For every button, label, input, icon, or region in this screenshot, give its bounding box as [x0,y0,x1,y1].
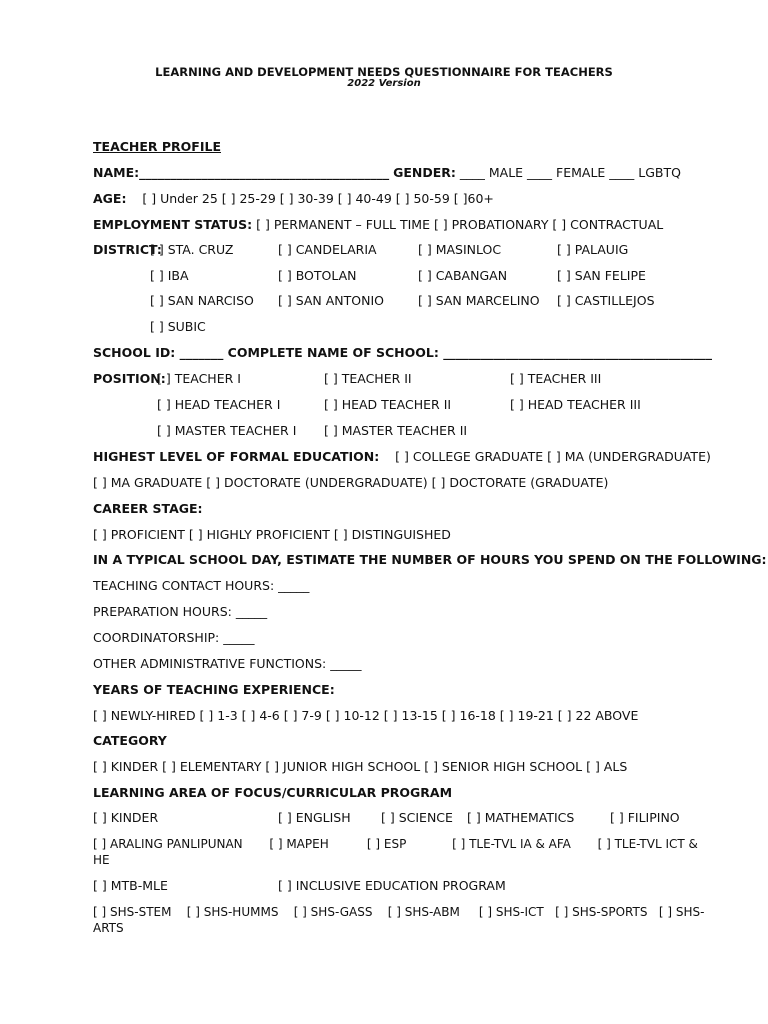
position-option[interactable]: [ ] HEAD TEACHER III [510,397,641,412]
name-blank[interactable]: ________________________________________ [139,165,390,180]
age-label: AGE: [93,191,127,206]
district-option[interactable]: [ ] IBA [150,268,189,283]
learning-area-option[interactable]: [ ] SCIENCE [381,810,453,825]
district-option[interactable]: [ ] SAN MARCELINO [418,293,540,308]
position-option[interactable]: [ ] HEAD TEACHER I [157,397,281,412]
name-gender-row [93,165,681,181]
employment-options[interactable]: [ ] PERMANENT – FULL TIME [ ] PROBATIONARY [ ] CONTRACTUAL [256,217,664,232]
district-option[interactable]: [ ] CABANGAN [418,268,508,283]
position-label: POSITION: [93,371,166,386]
position-option[interactable]: [ ] TEACHER III [510,371,602,386]
education-label: HIGHEST LEVEL OF FORMAL EDUCATION: [93,449,380,464]
district-option[interactable]: [ ] MASINLOC [418,242,502,257]
district-option[interactable]: [ ] SUBIC [150,319,206,334]
learning-area-option[interactable]: [ ] MTB-MLE [93,878,168,893]
experience-label: YEARS OF TEACHING EXPERIENCE: [93,682,335,697]
career-stage-options[interactable]: [ ] PROFICIENT [ ] HIGHLY PROFICIENT [ ] DISTINGUISHED [93,527,451,542]
document-version: 2022 Version [347,78,421,89]
district-option[interactable]: [ ] STA. CRUZ [150,242,234,257]
employment-row [93,217,663,233]
learning-area-label: LEARNING AREA OF FOCUS/CURRICULAR PROGRAM [93,785,453,800]
education-options[interactable]: [ ] COLLEGE GRADUATE [ ] MA (UNDERGRADUATE) [395,449,711,464]
experience-options[interactable]: [ ] NEWLY-HIRED [ ] 1-3 [ ] 4-6 [ ] 7-9 [ ] 10-12 [ ] 13-15 [ ] 16-18 [ ] 19-21 [ ] 22 ABOVE [93,708,639,723]
education-options-line2[interactable]: [ ] MA GRADUATE [ ] DOCTORATE (UNDERGRADUATE) [ ] DOCTORATE (GRADUATE) [93,475,609,490]
education-row [93,449,711,465]
district-option[interactable]: [ ] SAN FELIPE [557,268,646,283]
school-id-row[interactable]: SCHOOL ID: _______ COMPLETE NAME OF SCHOOL: ___________________________________________ [93,345,712,360]
position-option[interactable]: [ ] HEAD TEACHER II [324,397,452,412]
position-option[interactable]: [ ] TEACHER I [157,371,241,386]
hours-item[interactable]: COORDINATORSHIP: _____ [93,630,255,645]
hours-item[interactable]: TEACHING CONTACT HOURS: _____ [93,578,310,593]
age-options[interactable]: [ ] Under 25 [ ] 25-29 [ ] 30-39 [ ] 40-49 [ ] 50-59 [ ]60+ [142,191,494,206]
learning-area-option[interactable]: [ ] ENGLISH [278,810,351,825]
category-options[interactable]: [ ] KINDER [ ] ELEMENTARY [ ] JUNIOR HIGH SCHOOL [ ] SENIOR HIGH SCHOOL [ ] ALS [93,759,628,774]
learning-area-row4[interactable]: [ ] SHS-STEM [ ] SHS-HUMMS [ ] SHS-GASS [ ] SHS-ABM [ ] SHS-ICT [ ] SHS-SPORTS [ ] SHS-ARTS [93,905,705,935]
hours-item[interactable]: PREPARATION HOURS: _____ [93,604,268,619]
employment-label: EMPLOYMENT STATUS: [93,217,253,232]
career-stage-label: CAREER STAGE: [93,501,203,516]
name-label: NAME: [93,165,140,180]
hours-item[interactable]: OTHER ADMINISTRATIVE FUNCTIONS: _____ [93,656,362,671]
district-label: DISTRICT: [93,242,162,257]
district-option[interactable]: [ ] CASTILLEJOS [557,293,655,308]
position-option[interactable]: [ ] TEACHER II [324,371,412,386]
age-row [93,191,494,207]
district-option[interactable]: [ ] CANDELARIA [278,242,377,257]
district-option[interactable]: [ ] SAN ANTONIO [278,293,384,308]
learning-area-row2[interactable]: [ ] ARALING PANLIPUNAN [ ] MAPEH [ ] ESP [ ] TLE-TVL IA & AFA [ ] TLE-TVL ICT & HE [93,837,702,867]
hours-label: IN A TYPICAL SCHOOL DAY, ESTIMATE THE NUMBER OF HOURS YOU SPEND ON THE FOLLOWING: [93,552,767,567]
section-heading-teacher-profile: TEACHER PROFILE [93,139,221,154]
gender-label: GENDER: [393,165,456,180]
gender-options[interactable]: ____ MALE ____ FEMALE ____ LGBTQ [459,165,681,180]
learning-area-option[interactable]: [ ] FILIPINO [610,810,680,825]
category-label: CATEGORY [93,733,167,748]
learning-area-option[interactable]: [ ] INCLUSIVE EDUCATION PROGRAM [278,878,506,893]
document-title: LEARNING AND DEVELOPMENT NEEDS QUESTIONNAIRE FOR TEACHERS [155,65,613,79]
district-option[interactable]: [ ] SAN NARCISO [150,293,254,308]
district-option[interactable]: [ ] PALAUIG [557,242,629,257]
learning-area-option[interactable]: [ ] KINDER [93,810,159,825]
district-option[interactable]: [ ] BOTOLAN [278,268,357,283]
position-option[interactable]: [ ] MASTER TEACHER II [324,423,468,438]
position-option[interactable]: [ ] MASTER TEACHER I [157,423,297,438]
learning-area-option[interactable]: [ ] MATHEMATICS [467,810,575,825]
